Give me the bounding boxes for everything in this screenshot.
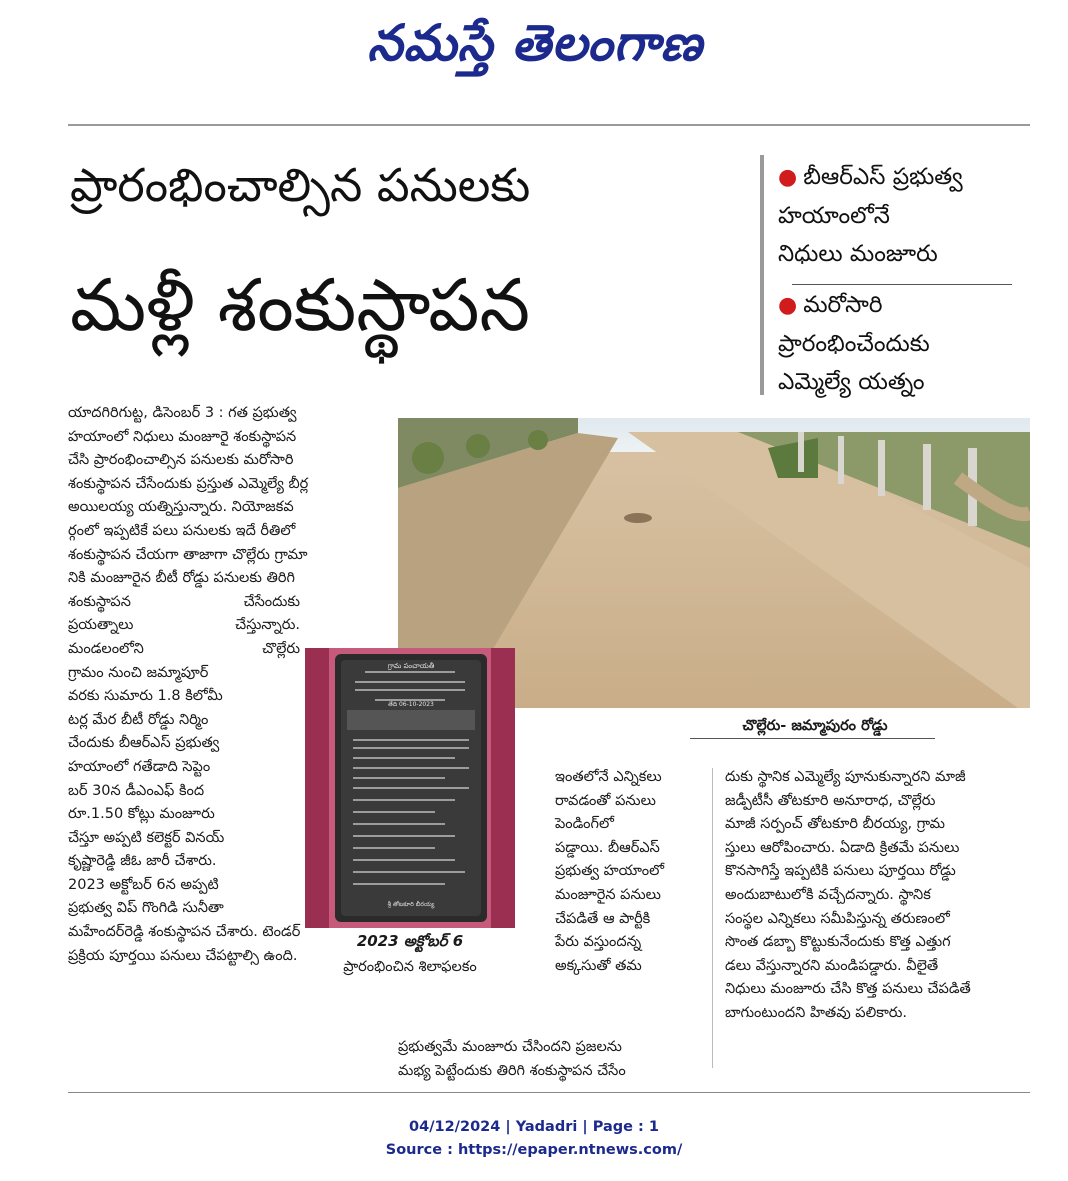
- masthead: [0, 0, 1068, 90]
- newspaper-logo: నమస్తే తెలంగాణ: [367, 14, 703, 72]
- bottom-divider: [68, 1092, 1030, 1093]
- highlights-bar: [760, 155, 764, 395]
- plaque-date: తేది 06-10-2023: [388, 701, 434, 708]
- bullet-icon: ●: [778, 293, 798, 318]
- article-column-1: యాదగిరిగుట్ట, డిసెంబర్ 3 : గత ప్రభుత్వ హయాంలో నిధులు మంజూరై శంకుస్థాపన చేసి ప్రారంభించాల్సిన పనులకు మరోసారి శంకుస్థాపన చేసేందుకు ప్రస్తుత ఎమ్మెల్యే బీర్ల అయిలయ్య యత్నిస్తున్నారు. నియోజకవ ర్గంలో ఇప్పటికే పలు పనులకు ఇదే రీతిలో శంకుస్థాపన చేయగా తాజాగా చొల్లేరు గ్రామా నికి మంజూరైన బీటీ రోడ్డు పనులకు తిరిగి శంకుస్థాపన చేసేందుకు ప్రయత్నాలు చేస్తున్నారు. మండలంలోని చొల్లేరు గ్రామం నుంచి జమ్మాపూర్ వరకు సుమారు 1.8 కిలోమీ టర్ల మేర బీటీ రోడ్డు నిర్మిం చేందుకు బీఆర్ఎస్ ప్రభుత్వ హయాంలో గతేడాది సెప్టెం బర్ 30న డీఎంఎఫ్ కింద రూ.1.50 కోట్లు మంజూరు చేస్తూ అప్పటి కలెక్టర్ వినయ్ కృష్ణారెడ్డి జీఓ జారీ చేశారు. 2023 అక్టోబర్ 6న అప్పటి ప్రభుత్వ విప్ గొంగిడి సునీతా మహేందర్‌రెడ్డి శంకుస్థాపన చేశారు. టెండర్ ప్రక్రియ పూర్తయి పనులు చేపట్టాల్సి ఉంది.: [68, 405, 309, 964]
- caption-underline: [690, 738, 935, 739]
- plaque-footer: శ్రీ తోటకూరి బీరయ్య: [387, 901, 435, 908]
- foundation-stone-caption: 2023 అక్టోబర్ 6 ప్రారంభించిన శిలాఫలకం: [343, 932, 477, 975]
- plaque-title: గ్రామ పంచాయతీ: [387, 662, 435, 670]
- headline-line-1: ప్రారంభించాల్సిన పనులకు: [70, 158, 531, 212]
- highlights-separator: [792, 284, 1012, 285]
- bullet-icon: ●: [778, 165, 798, 190]
- highlight-2: ● మరోసారి ప్రారంభించేందుకు ఎమ్మెల్యే యత్నం: [778, 292, 930, 395]
- highlights-box: [760, 150, 1050, 405]
- article-column-2-continued: ప్రభుత్వమే మంజూరు చేసిందని ప్రజలను మభ్య పెట్టేందుకు తిరిగి శంకుస్థాపన చేసేం: [398, 1039, 626, 1079]
- headline-line-2: మళ్లీ శంకుస్థాపన: [70, 263, 530, 347]
- article-column-3: దుకు స్థానిక ఎమ్మెల్యే పూనుకున్నారని మాజీ జడ్పీటీసీ తోటకూరి అనూరాధ, చొల్లేరు మాజీ సర్పంచ్ తోటకూరి బీరయ్య, గ్రామ స్తులు ఆరోపించారు. ఏడాది క్రితమే పనులు కొనసాగిస్తే ఇప్పటికి పనులు పూర్తయి రోడ్డు అందుబాటులోకి వచ్చేదన్నారు. స్థానిక సంస్థల ఎన్నికలు సమీపిస్తున్న తరుణంలో సొంత డబ్బా కొట్టుకునేందుకు కొత్త ఎత్తుగ డలు వేస్తున్నారని మండిపడ్డారు. వీలైతే నిధులు మంజూరు చేసి కొత్త పనులు చేపడితే బాగుంటుందని హితవు పలికారు.: [725, 769, 971, 1021]
- edition-info: 04/12/2024 | Yadadri | Page : 1: [409, 1119, 659, 1135]
- masthead-divider: [68, 124, 1030, 126]
- highlight-1: ● బీఆర్ఎస్ ప్రభుత్వ హయాంలోనే నిధులు మంజూరు: [778, 164, 963, 267]
- column-divider: [712, 768, 713, 1068]
- road-photo-caption: చొల్లేరు- జమ్మాపురం రోడ్డు: [742, 718, 888, 734]
- source-link[interactable]: Source : https://epaper.ntnews.com/: [385, 1142, 683, 1158]
- article-column-2: ఇంతలోనే ఎన్నికలు రావడంతో పనులు పెండింగ్‌లో పడ్డాయి. బీఆర్ఎస్ ప్రభుత్వ హయాంలో మంజూరైన పనులు చేపడితే ఆ పార్టీకి పేరు వస్తుందన్న అక్కసుతో తమ: [555, 769, 665, 974]
